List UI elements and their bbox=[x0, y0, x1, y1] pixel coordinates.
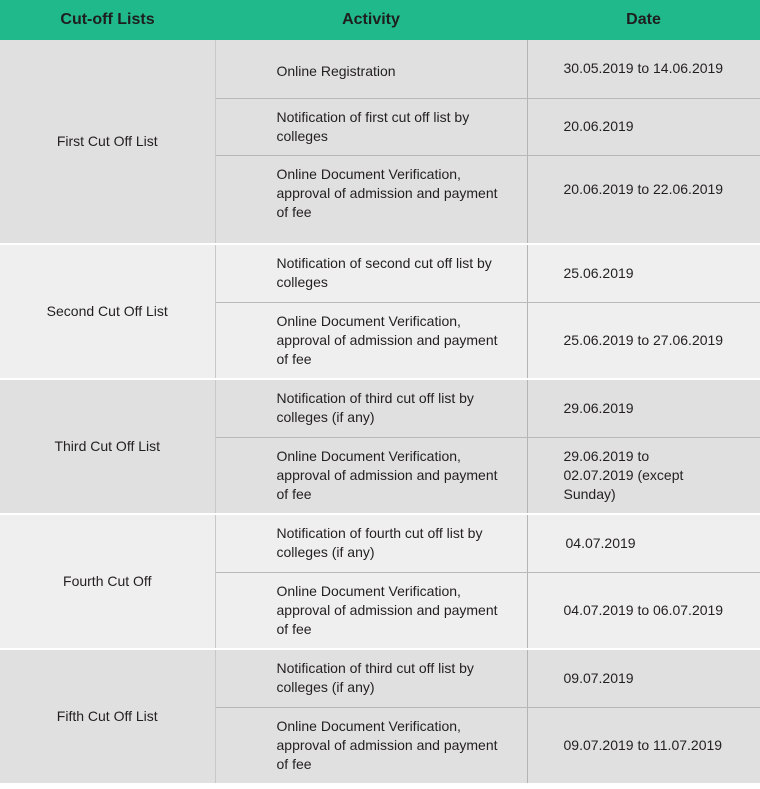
activity-cell: Online Document Verification, approval of admission and payment of fee bbox=[215, 437, 527, 514]
group-name-second: Second Cut Off List bbox=[0, 244, 215, 379]
activity-cell: Online Document Verification, approval of admission and payment of fee bbox=[215, 155, 527, 244]
date-cell: 25.06.2019 bbox=[527, 244, 760, 302]
group-first-cutoff bbox=[0, 40, 760, 244]
activity-cell: Online Document Verification, approval of admission and payment of fee bbox=[215, 572, 527, 649]
date-cell: 25.06.2019 to 27.06.2019 bbox=[527, 302, 760, 379]
date-cell: 09.07.2019 to 11.07.2019 bbox=[527, 707, 760, 783]
group-name-third: Third Cut Off List bbox=[0, 379, 215, 514]
table-row bbox=[0, 649, 760, 707]
date-cell: 20.06.2019 bbox=[527, 98, 760, 155]
date-cell: 20.06.2019 to 22.06.2019 bbox=[527, 155, 760, 244]
group-name-fourth: Fourth Cut Off bbox=[0, 514, 215, 649]
date-cell: 09.07.2019 bbox=[527, 649, 760, 707]
activity-cell: Notification of first cut off list by colleges bbox=[215, 98, 527, 155]
activity-cell: Notification of fourth cut off list by colleges (if any) bbox=[215, 514, 527, 572]
header-cutoff-lists: Cut-off Lists bbox=[0, 0, 215, 40]
header-date: Date bbox=[527, 0, 760, 40]
activity-cell: Notification of third cut off list by colleges (if any) bbox=[215, 649, 527, 707]
activity-cell: Notification of second cut off list by colleges bbox=[215, 244, 527, 302]
table-row bbox=[0, 40, 760, 98]
table-row bbox=[0, 244, 760, 302]
group-fourth-cutoff bbox=[0, 514, 760, 649]
group-third-cutoff bbox=[0, 379, 760, 514]
date-cell: 04.07.2019 to 06.07.2019 bbox=[527, 572, 760, 649]
activity-cell: Online Registration bbox=[215, 40, 527, 98]
group-name-first: First Cut Off List bbox=[0, 40, 215, 244]
group-fifth-cutoff bbox=[0, 649, 760, 783]
date-cell: 29.06.2019 to 02.07.2019 (except Sunday) bbox=[527, 437, 760, 514]
group-second-cutoff bbox=[0, 244, 760, 379]
date-cell: 30.05.2019 to 14.06.2019 bbox=[527, 40, 760, 98]
table-row bbox=[0, 514, 760, 572]
activity-cell: Notification of third cut off list by colleges (if any) bbox=[215, 379, 527, 437]
table-header bbox=[0, 0, 760, 40]
date-cell: 04.07.2019 bbox=[527, 514, 760, 572]
header-activity: Activity bbox=[215, 0, 527, 40]
group-name-fifth: Fifth Cut Off List bbox=[0, 649, 215, 783]
table-row bbox=[0, 379, 760, 437]
activity-cell: Online Document Verification, approval of admission and payment of fee bbox=[215, 707, 527, 783]
activity-cell: Online Document Verification, approval of admission and payment of fee bbox=[215, 302, 527, 379]
date-cell: 29.06.2019 bbox=[527, 379, 760, 437]
